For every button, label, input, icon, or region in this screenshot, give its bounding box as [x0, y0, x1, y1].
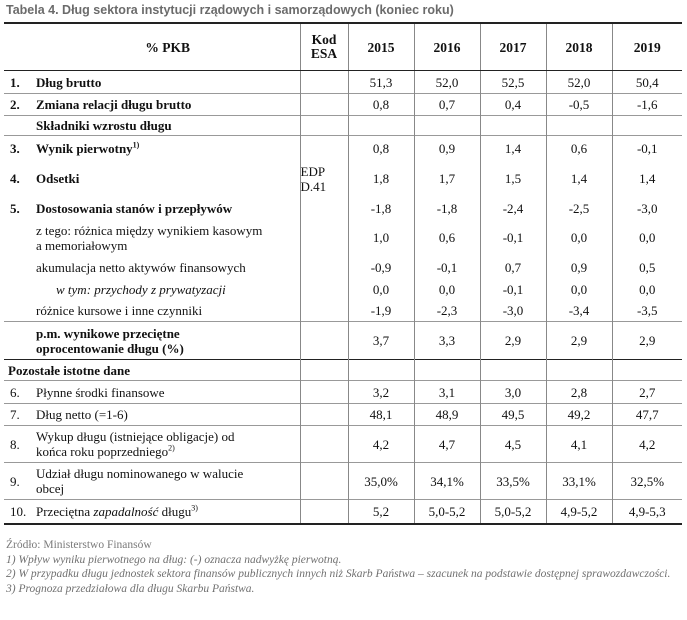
table-cell-value: 51,3: [348, 71, 414, 94]
table-cell-value: -1,9: [348, 300, 414, 322]
table-cell: [300, 463, 348, 500]
table-cell-value: 1,4: [480, 136, 546, 161]
row-label: akumulacja netto aktywów finansowych: [36, 259, 246, 275]
table-cell: [300, 116, 348, 136]
table-cell-value: 1,0: [348, 220, 414, 256]
table-cell-value: -0,1: [480, 279, 546, 300]
table-cell-value: -0,9: [348, 256, 414, 279]
table-row: [4, 404, 682, 426]
table-cell-value: -2,3: [414, 300, 480, 322]
table-row: [4, 256, 682, 279]
row-label: różnice kursowe i inne czynniki: [36, 302, 203, 318]
table-cell-value: 52,0: [414, 71, 480, 94]
table-cell-value: -2,4: [480, 197, 546, 220]
table-cell-value: 0,9: [546, 256, 612, 279]
table-cell: 7.: [4, 404, 36, 426]
table-cell: [300, 220, 348, 256]
row-label: Dług brutto: [36, 74, 102, 90]
table-cell-value: 47,7: [612, 404, 682, 426]
table-cell: [4, 116, 36, 136]
table-cell-value: 48,1: [348, 404, 414, 426]
table-cell: [300, 136, 348, 161]
row-label: w tym: przychody z prywatyzacji: [56, 281, 226, 297]
table-cell: 10.: [4, 500, 36, 524]
table-cell-value: 52,0: [546, 71, 612, 94]
row-label: Wykup długu (istniejące obligacje) od końca roku poprzedniego$^{2)}$: [36, 426, 300, 463]
table-cell-value: 32,5%: [612, 463, 682, 500]
table-cell: [4, 300, 36, 322]
table-cell-value: -3,4: [546, 300, 612, 322]
table-cell-value: 4,7: [414, 426, 480, 463]
table-row: [4, 279, 682, 300]
table-cell-value: 1,4: [612, 161, 682, 197]
section-label: Pozostałe istotne dane: [4, 360, 300, 381]
table-row: [4, 322, 682, 360]
table-cell-value: 0,0: [612, 279, 682, 300]
row-label: z tego: różnica między wynikiem kasowym a memoriałowym: [36, 222, 263, 253]
table-cell: [4, 23, 36, 71]
table-cell-value: 0,7: [414, 94, 480, 116]
table-cell-value: 33,1%: [546, 463, 612, 500]
footnote-2: 2) W przypadku długu jednostek sektora finansów publicznych innych niż Skarb Państwa – szacunek na podstawie dostępnej sprawozdawczości.: [6, 568, 671, 581]
table-cell-value: 5,0-5,2: [414, 500, 480, 524]
row-label: Odsetki: [36, 171, 80, 186]
table-cell-value: [612, 360, 682, 381]
table-cell-value: 4,2: [612, 426, 682, 463]
table-cell: [300, 279, 348, 300]
table-cell: [300, 381, 348, 404]
table-cell: 3.: [4, 136, 36, 161]
row-label: Dostosowania stanów i przepływów: [36, 200, 233, 216]
table-row: [4, 500, 682, 524]
footnotes: [6, 538, 682, 596]
table-cell: 8.: [4, 426, 36, 463]
table-cell-value: 0,5: [612, 256, 682, 279]
table-row: [4, 197, 682, 220]
header-kod-esa: Kod ESA: [300, 23, 348, 71]
table-cell-value: 2,9: [546, 322, 612, 360]
table-cell-value: 3,2: [348, 381, 414, 404]
table-row: [4, 220, 682, 256]
table-cell: [4, 256, 36, 279]
table-cell-value: [546, 116, 612, 136]
table-cell: 6.: [4, 381, 36, 404]
section-label: Składniki wzrostu długu: [36, 116, 300, 136]
table-cell-value: 4,9-5,2: [546, 500, 612, 524]
table-cell-value: 2,8: [546, 381, 612, 404]
row-label: Udział długu nominowanego w walucie obcej: [36, 463, 300, 500]
table-cell-value: 3,7: [348, 322, 414, 360]
table-row: [4, 463, 682, 500]
section-row: [4, 116, 682, 136]
table-cell-value: [546, 360, 612, 381]
table-cell-value: [480, 360, 546, 381]
table-cell-value: -0,5: [546, 94, 612, 116]
table-cell-value: 1,5: [480, 161, 546, 197]
table-cell: [300, 71, 348, 94]
table-cell: [4, 279, 36, 300]
table-cell: [300, 94, 348, 116]
table-cell-value: 35,0%: [348, 463, 414, 500]
table-cell-value: 0,8: [348, 136, 414, 161]
table-cell-value: 0,7: [480, 256, 546, 279]
row-label: p.m. wynikowe przeciętne oprocentowanie długu (%): [36, 322, 300, 360]
table-cell-value: -0,1: [414, 256, 480, 279]
table-cell-value: -0,1: [612, 136, 682, 161]
table-cell-value: 49,2: [546, 404, 612, 426]
footnote-3: 3) Prognoza przedziałowa dla długu Skarbu Państwa.: [6, 582, 255, 595]
table-row: [4, 426, 682, 463]
table-cell-value: [480, 116, 546, 136]
table-cell: 5.: [10, 200, 20, 216]
table-cell-value: 2,9: [612, 322, 682, 360]
table-cell: 2.: [4, 94, 36, 116]
table-cell-value: 5,2: [348, 500, 414, 524]
source-note: Źródło: Ministerstwo Finansów: [6, 539, 152, 551]
table-row: [4, 300, 682, 322]
table-cell: [300, 300, 348, 322]
table-cell-value: 0,0: [414, 279, 480, 300]
table-cell-value: 0,0: [546, 279, 612, 300]
table-cell: [300, 256, 348, 279]
table-cell-value: [612, 116, 682, 136]
table-cell-value: [348, 360, 414, 381]
table-row: [4, 94, 682, 116]
table-cell: EDP D.41: [300, 161, 348, 197]
table-cell-value: 2,9: [480, 322, 546, 360]
table-cell-value: 50,4: [612, 71, 682, 94]
table-row: [4, 381, 682, 404]
header-year: 2016: [414, 23, 480, 71]
header-year: 2017: [480, 23, 546, 71]
table-cell: [300, 197, 348, 220]
header-year: 2018: [546, 23, 612, 71]
table-cell-value: -3,0: [480, 300, 546, 322]
table-cell: [4, 220, 36, 256]
table-cell-value: 4,9-5,3: [612, 500, 682, 524]
section-row: [4, 360, 682, 381]
table-cell: 4.: [10, 171, 20, 186]
row-label: Płynne środki finansowe: [36, 381, 300, 404]
row-label: Dług netto (=1-6): [36, 404, 300, 426]
table-cell-value: 1,7: [414, 161, 480, 197]
table-cell-value: 0,0: [348, 279, 414, 300]
debt-table: [4, 22, 682, 525]
table-cell-value: -3,0: [612, 197, 682, 220]
table-header-row: [4, 23, 682, 71]
table-cell-value: 33,5%: [480, 463, 546, 500]
table-cell-value: 48,9: [414, 404, 480, 426]
table-cell-value: [348, 116, 414, 136]
table-row: [4, 136, 682, 161]
table-cell-value: 3,1: [414, 381, 480, 404]
table-cell-value: 52,5: [480, 71, 546, 94]
table-cell-value: 49,5: [480, 404, 546, 426]
table-cell: 9.: [4, 463, 36, 500]
table-cell-value: 0,9: [414, 136, 480, 161]
table-cell-value: 0,6: [546, 136, 612, 161]
table-cell-value: -2,5: [546, 197, 612, 220]
table-cell: [4, 322, 36, 360]
row-label: Przeciętna zapadalność długu$^{3)}$: [36, 500, 300, 524]
table-row: [4, 71, 682, 94]
table-cell-value: 3,0: [480, 381, 546, 404]
table-cell-value: 4,1: [546, 426, 612, 463]
table-cell: [300, 500, 348, 524]
table-title: Tabela 4. Dług sektora instytucji rządowych i samorządowych (koniec roku): [6, 3, 454, 17]
header-year: 2019: [612, 23, 682, 71]
table-cell: 1.: [10, 74, 20, 90]
table-cell-value: 1,8: [348, 161, 414, 197]
table-cell-value: 5,0-5,2: [480, 500, 546, 524]
table-cell-value: -3,5: [612, 300, 682, 322]
table-cell-value: 1,4: [546, 161, 612, 197]
table-cell: [300, 360, 348, 381]
table-cell-value: 0,8: [348, 94, 414, 116]
table-cell-value: -1,6: [612, 94, 682, 116]
table-cell-value: [414, 116, 480, 136]
table-cell-value: [414, 360, 480, 381]
footnote-1: 1) Wpływ wyniku pierwotnego na dług: (-) oznacza nadwyżkę pierwotną.: [6, 553, 342, 566]
table-cell-value: -1,8: [348, 197, 414, 220]
table-cell-value: -1,8: [414, 197, 480, 220]
table-cell-value: 0,0: [546, 220, 612, 256]
table-cell-value: 4,5: [480, 426, 546, 463]
table-cell-value: 0,0: [612, 220, 682, 256]
row-label: Wynik pierwotny$^{1)}$: [36, 136, 300, 161]
table-cell-value: 0,4: [480, 94, 546, 116]
table-cell-value: 0,6: [414, 220, 480, 256]
header-pkb: % PKB: [36, 23, 300, 71]
row-label: Zmiana relacji długu brutto: [36, 94, 300, 116]
table-cell-value: 2,7: [612, 381, 682, 404]
table-cell-value: 4,2: [348, 426, 414, 463]
table-cell-value: 3,3: [414, 322, 480, 360]
header-year: 2015: [348, 23, 414, 71]
table-cell: [300, 404, 348, 426]
table-cell: [300, 426, 348, 463]
table-cell-value: 34,1%: [414, 463, 480, 500]
table-cell: [300, 322, 348, 360]
table-row: [4, 161, 682, 197]
table-cell-value: -0,1: [480, 220, 546, 256]
